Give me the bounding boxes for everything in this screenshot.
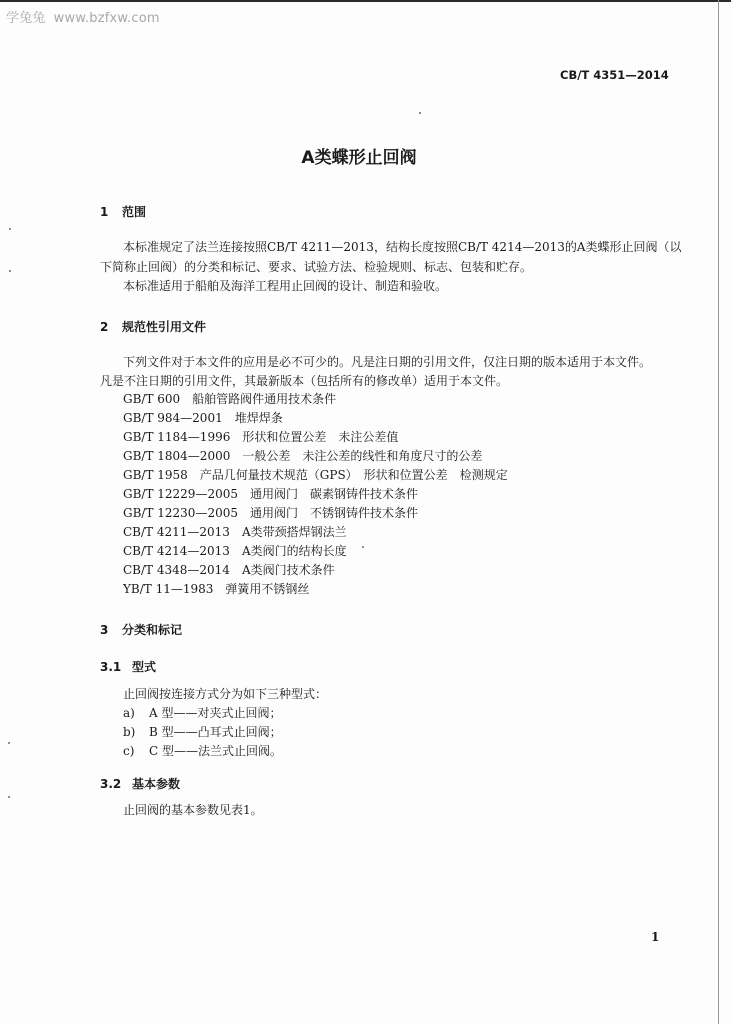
section-1-para2: 本标准适用于船舶及海洋工程用止回阀的设计、制造和验收。 <box>123 279 448 293</box>
type-list-text: B 型——凸耳式止回阀； <box>149 725 282 739</box>
section-3-2-text: 止回阀的基本参数见表1。 <box>123 803 263 817</box>
section-2-number: 2 <box>100 320 109 334</box>
reference-item: GB/T 12229—2005 通用阀门 碳素钢铸件技术条件 <box>123 487 418 501</box>
right-margin-line <box>718 0 719 1024</box>
scan-speck <box>9 228 11 230</box>
section-2-title: 规范性引用文件 <box>122 320 207 334</box>
section-3-1-title: 型式 <box>132 660 157 674</box>
reference-item: GB/T 600 船舶管路阀件通用技术条件 <box>123 392 337 406</box>
section-3-heading <box>100 621 182 638</box>
watermark-url: www.bzfxw.com <box>53 11 160 26</box>
reference-item: GB/T 1804—2000 一般公差 未注公差的线性和角度尺寸的公差 <box>123 449 483 463</box>
reference-item: GB/T 984—2001 堆焊焊条 <box>123 411 283 425</box>
reference-item: YB/T 11—1983 弹簧用不锈钢丝 <box>123 582 310 596</box>
section-3-2-number: 3.2 <box>100 777 122 791</box>
type-list-letter: a) <box>123 706 135 720</box>
section-2-intro-line1: 下列文件对于本文件的应用是必不可少的。凡是注日期的引用文件，仅注日期的版本适用于本文件。 <box>123 355 652 369</box>
section-2-heading <box>100 318 206 335</box>
section-3-2-title: 基本参数 <box>132 777 181 791</box>
type-list-item <box>123 745 282 757</box>
section-1-para1-line1: 本标准规定了法兰连接按照CB/T 4211—2013，结构长度按照CB/T 4214—2013的A类蝶形止回阀（以 <box>123 240 682 254</box>
section-2-intro-line2: 凡是不注日期的引用文件，其最新版本（包括所有的修改单）适用于本文件。 <box>100 374 509 388</box>
reference-item: CB/T 4348—2014 A类阀门技术条件 <box>123 563 335 577</box>
section-3-number: 3 <box>100 623 109 637</box>
reference-item: GB/T 12230—2005 通用阀门 不锈钢铸件技术条件 <box>123 506 418 520</box>
scan-speck <box>419 112 421 114</box>
document-title: A类蝶形止回阀 <box>301 148 417 168</box>
scan-speck <box>8 796 10 798</box>
scan-speck <box>9 270 11 272</box>
standard-code: CB/T 4351—2014 <box>560 68 669 82</box>
section-3-1-heading <box>100 658 156 675</box>
type-list-item <box>123 726 282 738</box>
page-number: 1 <box>651 930 660 944</box>
top-border-line <box>0 0 731 2</box>
watermark-brand: 学兔兔 <box>6 11 46 26</box>
section-3-1-intro: 止回阀按连接方式分为如下三种型式： <box>123 687 328 701</box>
type-list-item <box>123 707 281 719</box>
reference-item: GB/T 1958 产品几何量技术规范（GPS） 形状和位置公差 检测规定 <box>123 468 508 482</box>
scan-speck <box>8 742 10 744</box>
type-list-letter: c) <box>123 744 135 758</box>
watermark <box>6 7 160 26</box>
scan-speck <box>362 546 364 548</box>
type-list-text: A 型——对夹式止回阀； <box>149 706 282 720</box>
section-3-title: 分类和标记 <box>122 623 183 637</box>
section-3-2-heading <box>100 775 180 792</box>
section-1-heading <box>100 203 146 220</box>
reference-item: CB/T 4214—2013 A类阀门的结构长度 <box>123 544 347 558</box>
reference-item: GB/T 1184—1996 形状和位置公差 未注公差值 <box>123 430 399 444</box>
reference-item: CB/T 4211—2013 A类带颈搭焊钢法兰 <box>123 525 347 539</box>
section-1-title: 范围 <box>122 205 147 219</box>
type-list-text: C 型——法兰式止回阀。 <box>149 744 282 758</box>
type-list-letter: b) <box>123 725 136 739</box>
section-1-number: 1 <box>100 205 109 219</box>
section-3-1-number: 3.1 <box>100 660 122 674</box>
section-1-para1-line2: 下简称止回阀）的分类和标记、要求、试验方法、检验规则、标志、包装和贮存。 <box>100 260 533 274</box>
